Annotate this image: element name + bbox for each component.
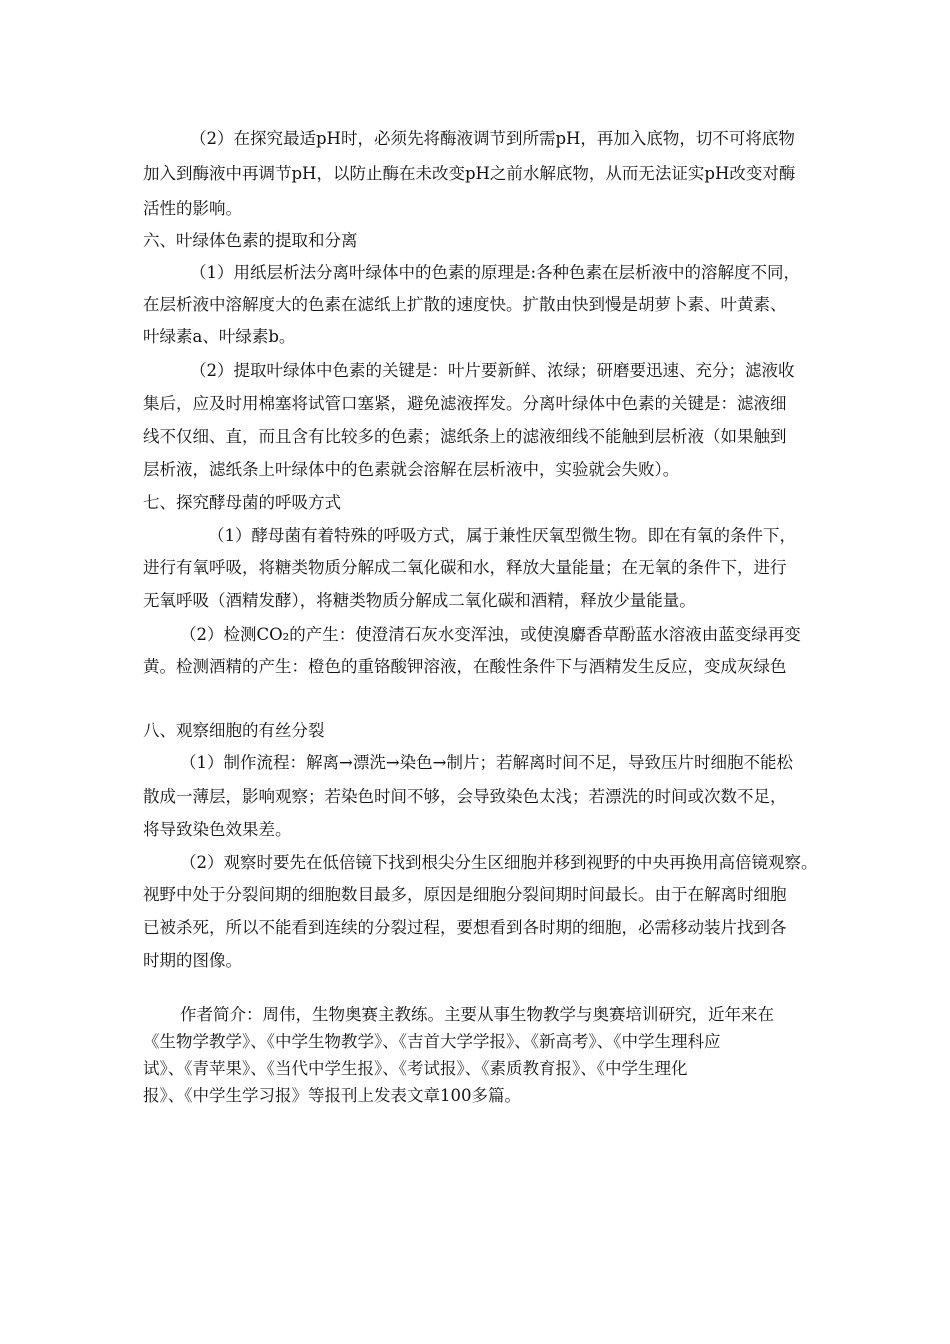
paragraph-line: 散成一薄层，影响观察；若染色时间不够，会导致染色太浅；若漂洗的时间或次数不足， [143,787,787,806]
paragraph-line: 黄。检测酒精的产生：橙色的重铬酸钾溶液，在酸性条件下与酒精发生反应，变成灰绿色 [143,657,787,676]
section-heading: 七、探究酵母菌的呼吸方式 [143,493,341,512]
paragraph-line: （2）提取叶绿体中色素的关键是：叶片要新鲜、浓绿；研磨要迅速、充分；滤液收 [190,361,795,380]
paragraph-line: （2）在探究最适pH时，必须先将酶液调节到所需pH，再加入底物，切不可将底物 [190,129,795,148]
paragraph-line: （2）观察时要先在低倍镜下找到根尖分生区细胞并移到视野的中央再换用高倍镜观察。 [180,853,818,872]
paragraph-line: 时期的图像。 [143,951,242,970]
paragraph-line: 线不仅细、直，而且含有比较多的色素；滤纸条上的滤液细线不能触到层析液（如果触到 [143,427,787,446]
paragraph-line: 无氧呼吸（酒精发酵），将糖类物质分解成二氧化碳和酒精，释放少量能量。 [143,591,696,610]
paragraph-line: 将导致染色效果差。 [143,820,292,839]
paragraph-line: 在层析液中溶解度大的色素在滤纸上扩散的速度快。扩散由快到慢是胡萝卜素、叶黄素、 [143,295,787,314]
paragraph-line: （1）酵母菌有着特殊的呼吸方式，属于兼性厌氧型微生物。即在有氧的条件下， [208,526,796,545]
paragraph-line: 集后，应及时用棉塞将试管口塞紧，避免滤液挥发。分离叶绿体中色素的关键是：滤液细 [143,394,787,413]
paragraph-line: 已被杀死，所以不能看到连续的分裂过程，要想看到各时期的细胞，必需移动装片找到各 [143,918,787,937]
author-bio-line: 报》、《中学生学习报》等报刊上发表文章100多篇。 [143,1086,521,1105]
paragraph-line: （2）检测CO₂的产生：使澄清石灰水变浑浊，或使溴麝香草酚蓝水溶液由蓝变绿再变 [180,625,801,644]
author-bio-line: 《生物学教学》、《中学生物教学》、《吉首大学学报》、《新高考》、《中学生理科应 [143,1032,721,1051]
paragraph-line: 视野中处于分裂间期的细胞数目最多，原因是细胞分裂间期时间最长。由于在解离时细胞 [143,885,787,904]
paragraph-line: 层析液，滤纸条上叶绿体中的色素就会溶解在层析液中，实验就会失败）。 [143,460,680,479]
paragraph-line: 加入到酶液中再调节pH，以防止酶在未改变pH之前水解底物，从而无法证实pH改变对酶 [143,164,796,183]
author-bio-line: 试》、《青苹果》、《当代中学生报》、《考试报》、《素质教育报》、《中学生理化 [143,1059,688,1078]
paragraph-line: （1）用纸层析法分离叶绿体中的色素的原理是:各种色素在层析液中的溶解度不同， [190,263,801,282]
paragraph-line: 活性的影响。 [143,199,242,218]
paragraph-line: 进行有氧呼吸，将糖类物质分解成二氧化碳和水，释放大量能量；在无氧的条件下，进行 [143,558,787,577]
paragraph-line: （1）制作流程：解离→漂洗→染色→制片；若解离时间不足，导致压片时细胞不能松 [180,753,793,772]
paragraph-line: 叶绿素a、叶绿素b。 [143,327,296,346]
section-heading: 八、观察细胞的有丝分裂 [143,721,325,740]
author-bio-line: 作者简介：周伟，生物奥赛主教练。主要从事生物教学与奥赛培训研究，近年来在 [180,1005,774,1024]
section-heading: 六、叶绿体色素的提取和分离 [143,231,358,250]
